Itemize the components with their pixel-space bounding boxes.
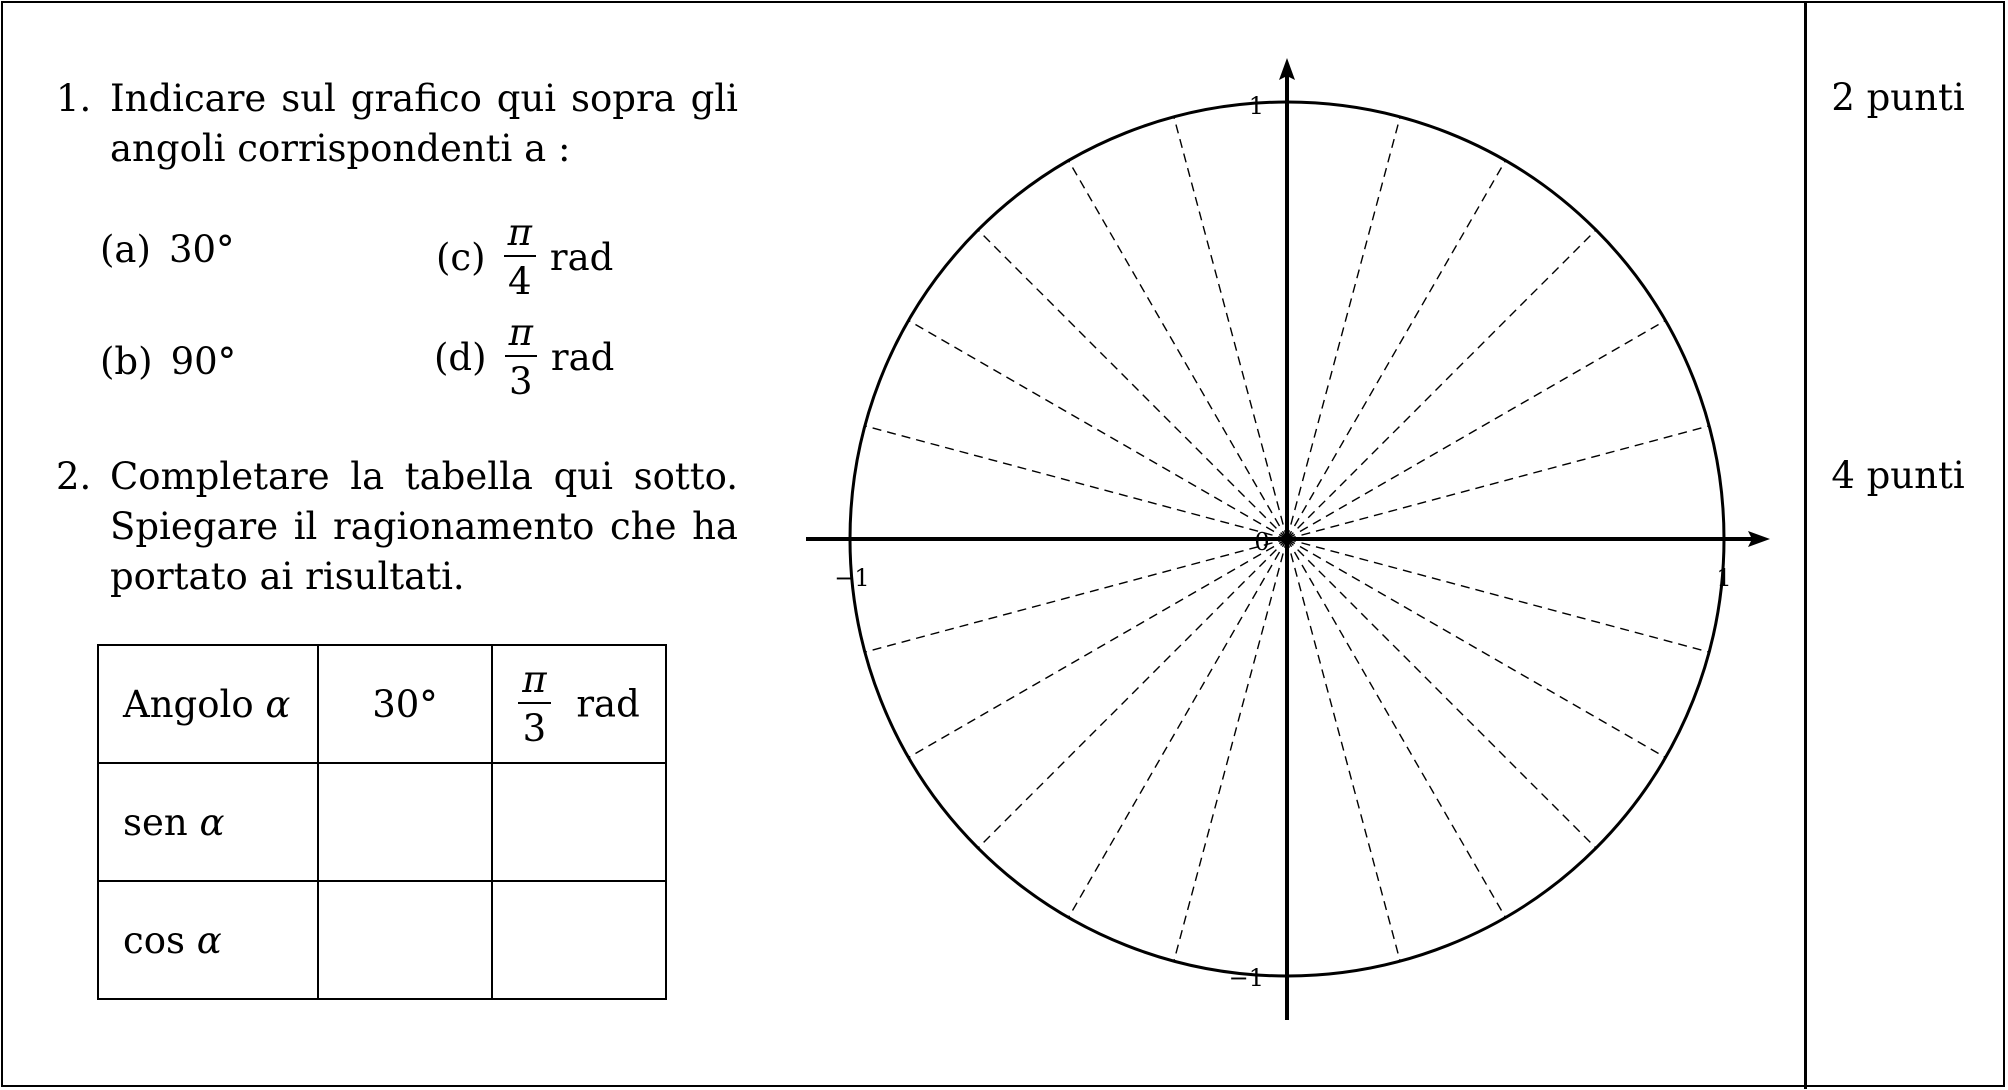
x-min-label: −1 — [834, 564, 870, 592]
radial-line-75 — [1287, 117, 1400, 539]
y-max-label: 1 — [1248, 92, 1264, 120]
option-c-unit: rad — [549, 235, 614, 279]
radial-line-315 — [1287, 539, 1596, 848]
question-2-line-1: Completare la tabella qui sotto. — [110, 455, 738, 498]
points-question-2: 4 punti — [1831, 454, 1965, 497]
question-2-line-3: portato ai risultati. — [110, 555, 465, 598]
radial-line-60 — [1287, 161, 1506, 540]
radial-line-285 — [1287, 539, 1400, 961]
radial-line-225 — [978, 539, 1287, 848]
radial-line-120 — [1069, 161, 1288, 540]
option-c-numerator: π — [507, 211, 532, 254]
question-2-line-2: Spiegare il ragionamento che ha — [110, 505, 738, 548]
origin-label: 0 — [1254, 528, 1270, 556]
option-a-label: (a) — [100, 228, 151, 271]
radial-line-15 — [1287, 426, 1709, 539]
option-b-value: 90° — [170, 340, 237, 383]
radial-line-255 — [1174, 539, 1287, 961]
radial-line-240 — [1069, 539, 1288, 918]
radial-line-45 — [1287, 230, 1596, 539]
option-d-unit: rad — [550, 335, 615, 379]
table-header-pi-3-denominator: 3 — [522, 707, 547, 750]
option-b-label: (b) — [100, 340, 153, 383]
table-row-cos-func: cos — [123, 918, 185, 962]
radial-line-135 — [978, 230, 1287, 539]
option-d-denominator: 3 — [508, 360, 533, 403]
radial-line-195 — [865, 539, 1287, 652]
question-1-line-2: angoli corrispondenti a : — [110, 127, 571, 170]
question-1-number: 1. — [56, 77, 92, 120]
radial-line-330 — [1287, 539, 1666, 758]
table-header-angle-label: Angolo — [123, 682, 254, 726]
option-c-label: (c) — [436, 235, 486, 279]
radial-line-300 — [1287, 539, 1506, 918]
radial-line-345 — [1287, 539, 1709, 652]
radial-line-30 — [1287, 321, 1666, 540]
radial-line-150 — [909, 321, 1288, 540]
radial-line-105 — [1174, 117, 1287, 539]
points-question-1: 2 punti — [1831, 76, 1965, 119]
radial-line-210 — [909, 539, 1288, 758]
option-c-denominator: 4 — [507, 260, 532, 303]
table-header-pi-3-numerator: π — [522, 658, 547, 701]
option-d-numerator: π — [508, 311, 533, 354]
option-a-value: 30° — [168, 228, 235, 271]
table-header-angle-symbol: α — [265, 682, 291, 726]
radial-line-165 — [865, 426, 1287, 539]
x-max-label: 1 — [1716, 564, 1732, 592]
y-min-label: −1 — [1228, 964, 1264, 992]
table-row-sin-func: sen — [123, 800, 188, 844]
option-d-label: (d) — [434, 335, 487, 379]
question-1-line-1: Indicare sul grafico qui sopra gli — [110, 77, 738, 120]
table-row-sin-symbol: α — [199, 800, 225, 844]
table-header-30deg-value: 30° — [372, 682, 438, 726]
table-row-cos-symbol: α — [196, 918, 222, 962]
table-header-pi-3-unit: rad — [576, 682, 640, 726]
question-2-number: 2. — [56, 455, 92, 498]
